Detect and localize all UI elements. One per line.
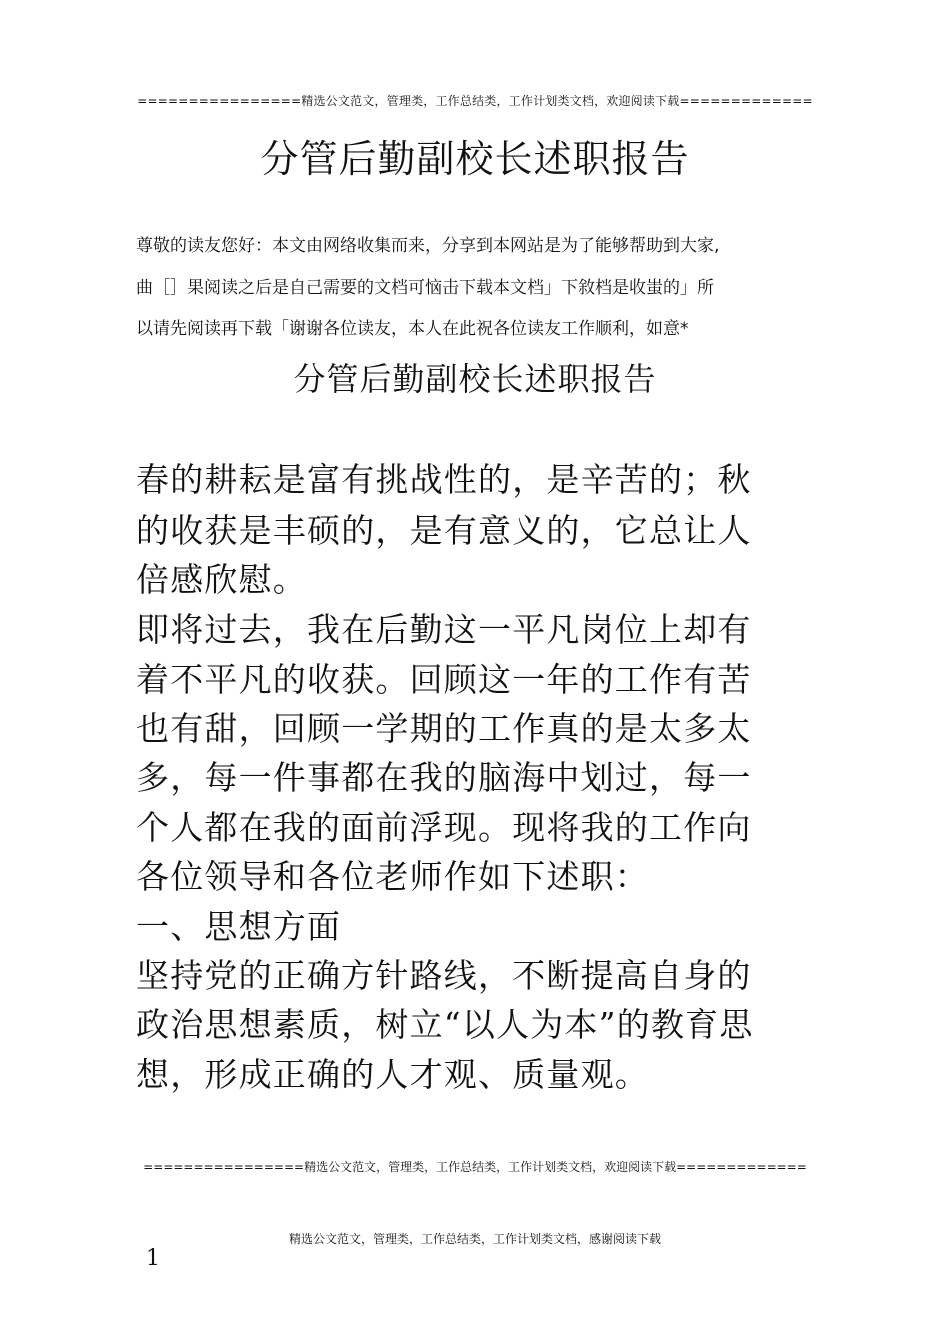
intro-line: 尊敬的读友您好：本文由网络收集而来，分享到本网站是为了能够帮助到大家, (136, 236, 720, 256)
intro-line: 以请先阅读再下载「谢谢各位读友，本人在此祝各位读友工作顺利，如意* (136, 319, 689, 339)
body-line: 即将过去，我在后勤这一平凡岗位上却有 (136, 610, 752, 649)
body-line: 倍感欣慰。 (136, 560, 307, 599)
body-line: 坚持党的正确方针路线，不断提高自身的 (136, 956, 752, 995)
body-line: 多，每一件事都在我的脑海中划过，每一 (136, 758, 752, 797)
footer-banner: ================精选公文范文，管理类，工作总结类，工作计划类文档，欢迎阅读下载============= (143, 1160, 807, 1174)
body-line: 政治思想素质，树立“以人为本”的教育思 (136, 1005, 754, 1044)
footer-note: 精选公文范文，管理类，工作总结类，工作计划类文档，感谢阅读下载 (288, 1232, 661, 1246)
page-number: 1 (146, 1246, 160, 1271)
body-line: 个人都在我的面前浮现。现将我的工作向 (136, 808, 752, 847)
section-heading: 一、思想方面 (136, 907, 342, 946)
document-subtitle: 分管后勤副校长述职报告 (293, 360, 657, 398)
body-line: 着不平凡的收获。回顾这一年的工作有苦 (136, 660, 752, 699)
intro-line: 曲［］果阅读之后是自己需要的文档可恼击下载本文档」下敘档是收蚩的」所 (136, 278, 714, 298)
body-line: 各位领导和各位老师作如下述职： (136, 857, 649, 896)
body-line: 的收获是丰硕的，是有意义的，它总让人 (136, 511, 752, 550)
body-line: 想，形成正确的人才观、质量观。 (136, 1055, 649, 1094)
body-line: 春的耕耘是富有挑战性的，是辛苦的；秋 (136, 460, 752, 499)
header-banner: ================精选公文范文，管理类，工作总结类，工作计划类文档，欢迎阅读下载============= (137, 94, 813, 108)
body-line: 也有甜，回顾一学期的工作真的是太多太 (136, 709, 752, 748)
page-title: 分管后勤副校长述职报告 (260, 137, 690, 181)
